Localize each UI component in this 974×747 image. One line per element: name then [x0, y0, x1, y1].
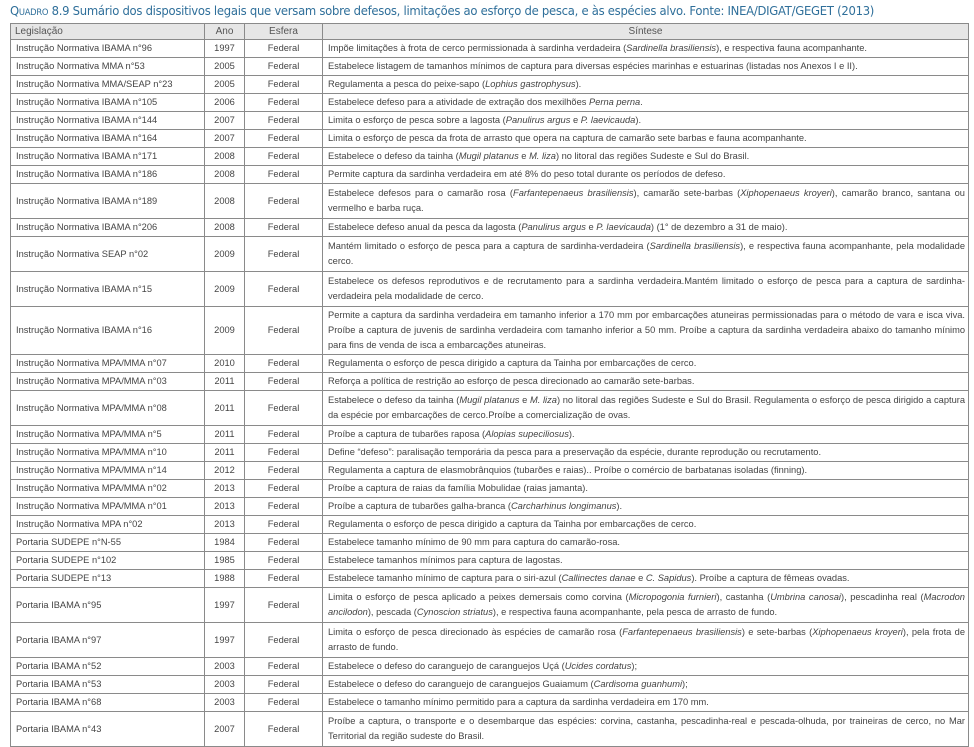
- cell-esfera: Federal: [245, 112, 323, 130]
- species-name: M. liza: [529, 395, 557, 405]
- table-row: [11, 237, 969, 272]
- cell-sintese: [323, 112, 969, 130]
- sintese-text: );: [631, 661, 638, 671]
- cell-legislacao: Instrução Normativa MPA/MMA n°02: [11, 480, 205, 498]
- sintese-text: Limita o esforço de pesca aplicado a peixes demersais como corvina (: [328, 592, 629, 602]
- cell-sintese: [323, 355, 969, 373]
- table-row: [11, 76, 969, 94]
- cell-legislacao: Instrução Normativa IBAMA n°15: [11, 272, 205, 307]
- sintese-text: ).: [635, 115, 642, 125]
- sintese-text: Proíbe a captura de tubarões galha-branca (: [328, 501, 511, 511]
- table-row: [11, 712, 969, 747]
- cell-esfera: Federal: [245, 148, 323, 166]
- table-row: [11, 355, 969, 373]
- species-name: Panulirus argus: [505, 115, 571, 125]
- caption-text: Sumário dos dispositivos legais que versam sobre defesos, limitações ao esforço de pesca, e às espécies alvo. Fonte: INEA/DIGAT/GEGET (2013): [69, 3, 875, 18]
- table-row: [11, 570, 969, 588]
- table-row: [11, 219, 969, 237]
- sintese-text: Proíbe a captura, o transporte e o desembarque das espécies: corvina, castanha, pescadinha-real e pescada-olhuda, por traineiras de cerco, no Mar Territorial da região sudeste do Brasil.: [328, 716, 965, 741]
- cell-legislacao: Instrução Normativa MPA n°02: [11, 516, 205, 534]
- cell-sintese: [323, 272, 969, 307]
- cell-sintese: [323, 184, 969, 219]
- sintese-text: Regulamenta a pesca do peixe-sapo (: [328, 79, 486, 89]
- cell-esfera: Federal: [245, 130, 323, 148]
- cell-esfera: Federal: [245, 676, 323, 694]
- cell-esfera: Federal: [245, 462, 323, 480]
- cell-esfera: Federal: [245, 355, 323, 373]
- cell-sintese: [323, 444, 969, 462]
- cell-ano: 2007: [205, 712, 245, 747]
- cell-legislacao: Instrução Normativa MPA/MMA n°03: [11, 373, 205, 391]
- cell-ano: 2011: [205, 391, 245, 426]
- cell-ano: 2008: [205, 219, 245, 237]
- table-row: [11, 658, 969, 676]
- cell-ano: 1997: [205, 623, 245, 658]
- cell-esfera: Federal: [245, 552, 323, 570]
- sintese-text: ).: [616, 501, 623, 511]
- table-row: [11, 148, 969, 166]
- cell-esfera: Federal: [245, 588, 323, 623]
- species-name: Farfantepenaeus brasiliensis: [513, 188, 634, 198]
- cell-legislacao: Instrução Normativa IBAMA n°206: [11, 219, 205, 237]
- table-row: [11, 694, 969, 712]
- cell-esfera: Federal: [245, 219, 323, 237]
- cell-esfera: Federal: [245, 58, 323, 76]
- cell-sintese: [323, 373, 969, 391]
- table-row: [11, 498, 969, 516]
- cell-ano: 1984: [205, 534, 245, 552]
- sintese-text: e: [585, 222, 597, 232]
- cell-legislacao: Instrução Normativa IBAMA n°164: [11, 130, 205, 148]
- cell-legislacao: Instrução Normativa MMA/SEAP n°23: [11, 76, 205, 94]
- species-name: Lophius gastrophysus: [485, 79, 576, 89]
- table-body: [11, 40, 969, 747]
- sintese-text: ), e respectiva fauna acompanhante, pela pesca de arrasto de fundo.: [492, 607, 778, 617]
- sintese-text: Limita o esforço de pesca direcionado às espécies de camarão rosa (: [328, 627, 623, 637]
- cell-ano: 2005: [205, 58, 245, 76]
- table-row: [11, 94, 969, 112]
- cell-legislacao: Instrução Normativa IBAMA n°96: [11, 40, 205, 58]
- cell-legislacao: Instrução Normativa IBAMA n°144: [11, 112, 205, 130]
- cell-ano: 1997: [205, 588, 245, 623]
- cell-sintese: [323, 237, 969, 272]
- cell-legislacao: Instrução Normativa MPA/MMA n°14: [11, 462, 205, 480]
- cell-ano: 2007: [205, 130, 245, 148]
- table-row: [11, 391, 969, 426]
- sintese-text: Mantém limitado o esforço de pesca para a captura de sardinha-verdadeira (: [328, 241, 650, 251]
- species-name: Cynoscion striatus: [416, 607, 493, 617]
- legislation-table: [10, 23, 969, 747]
- cell-legislacao: Portaria SUDEPE n°102: [11, 552, 205, 570]
- cell-ano: 1997: [205, 40, 245, 58]
- cell-legislacao: Instrução Normativa MPA/MMA n°10: [11, 444, 205, 462]
- cell-legislacao: Instrução Normativa MPA/MMA n°08: [11, 391, 205, 426]
- sintese-text: Limita o esforço de pesca da frota de arrasto que opera na captura de camarão sete barbas e fauna acompanhante.: [328, 133, 807, 143]
- cell-esfera: Federal: [245, 166, 323, 184]
- cell-sintese: [323, 58, 969, 76]
- sintese-text: Regulamenta o esforço de pesca dirigido a captura da Tainha por embarcações de cerco.: [328, 358, 697, 368]
- sintese-text: Regulamenta a captura de elasmobrânquios (tubarões e raias).. Proíbe o comércio de barbatanas isoladas (finning).: [328, 465, 808, 475]
- sintese-text: Regulamenta o esforço de pesca dirigido a captura da Tainha por embarcações de cerco.: [328, 519, 697, 529]
- species-name: P. laevicauda: [596, 222, 651, 232]
- cell-legislacao: Instrução Normativa MMA n°53: [11, 58, 205, 76]
- sintese-text: ), camarão sete-barbas (: [633, 188, 741, 198]
- species-name: Micropogonia furnieri: [628, 592, 717, 602]
- cell-sintese: [323, 219, 969, 237]
- cell-legislacao: Instrução Normativa IBAMA n°105: [11, 94, 205, 112]
- header-row: [11, 24, 969, 40]
- header-sintese: Síntese: [323, 24, 969, 40]
- cell-sintese: [323, 307, 969, 355]
- cell-sintese: [323, 426, 969, 444]
- sintese-text: ).: [568, 429, 575, 439]
- sintese-text: e: [635, 573, 646, 583]
- sintese-text: ), pescada (: [367, 607, 417, 617]
- cell-legislacao: Instrução Normativa MPA/MMA n°07: [11, 355, 205, 373]
- species-name: Panulirus argus: [521, 222, 586, 232]
- cell-legislacao: Portaria SUDEPE n°13: [11, 570, 205, 588]
- species-name: Perna perna: [589, 97, 641, 107]
- cell-ano: 2009: [205, 237, 245, 272]
- cell-sintese: [323, 94, 969, 112]
- cell-sintese: [323, 480, 969, 498]
- sintese-text: Estabelece defeso para a atividade de extração dos mexilhões: [328, 97, 589, 107]
- sintese-text: ).: [575, 79, 582, 89]
- cell-ano: 2005: [205, 76, 245, 94]
- sintese-text: Estabelece tamanho mínimo de 90 mm para captura do camarão-rosa.: [328, 537, 620, 547]
- sintese-text: Define “defeso”: paralisação temporária da pesca para a preservação da espécie, durante reprodução ou recrutamento.: [328, 447, 822, 457]
- cell-esfera: Federal: [245, 623, 323, 658]
- cell-sintese: [323, 462, 969, 480]
- table-row: [11, 272, 969, 307]
- cell-sintese: [323, 623, 969, 658]
- cell-sintese: [323, 588, 969, 623]
- sintese-text: ), castanha (: [716, 592, 771, 602]
- cell-ano: 2008: [205, 148, 245, 166]
- cell-esfera: Federal: [245, 658, 323, 676]
- cell-ano: 2008: [205, 166, 245, 184]
- sintese-text: Permite a captura da sardinha verdadeira em tamanho inferior a 170 mm por embarcações atuneiras permissionadas para o método de vara e isca viva. Proíbe a captura de juvenis de sardinha verdadeira com tamanho inferior a 50 mm. Proíbe a captura da sardinha verdadeira abaixo do tamanho mínimo para fins de venda de isca a embarcações atuneiras.: [328, 310, 965, 350]
- cell-legislacao: Instrução Normativa IBAMA n°189: [11, 184, 205, 219]
- cell-ano: 2006: [205, 94, 245, 112]
- sintese-text: ) no litoral das regiões Sudeste e Sul do Brasil. Regulamenta o esforço de pesca dirigido a captura da espécie por embarcações de cerco.Proíbe a comercialização de ovas.: [328, 395, 966, 420]
- cell-sintese: [323, 694, 969, 712]
- species-name: Umbrina canosai: [770, 592, 841, 602]
- sintese-text: Proíbe a captura de raias da família Mobulidae (raias jamanta).: [328, 483, 588, 493]
- species-name: Farfantepenaeus brasiliensis: [622, 627, 742, 637]
- cell-sintese: [323, 516, 969, 534]
- sintese-text: Impõe limitações à frota de cerco permissionada à sardinha verdadeira (: [328, 43, 627, 53]
- cell-ano: 2003: [205, 694, 245, 712]
- cell-ano: 1985: [205, 552, 245, 570]
- header-ano: Ano: [205, 24, 245, 40]
- cell-ano: 2012: [205, 462, 245, 480]
- cell-sintese: [323, 166, 969, 184]
- species-name: Alopias supeciliosus: [485, 429, 569, 439]
- species-name: P. laevicauda: [580, 115, 636, 125]
- species-name: Callinectes danae: [561, 573, 636, 583]
- table-row: [11, 373, 969, 391]
- table-row: [11, 40, 969, 58]
- header-legislacao: Legislação: [11, 24, 205, 40]
- species-name: Xiphopenaeus kroyeri: [812, 627, 903, 637]
- cell-esfera: Federal: [245, 391, 323, 426]
- table-row: [11, 307, 969, 355]
- cell-ano: 2007: [205, 112, 245, 130]
- cell-esfera: Federal: [245, 94, 323, 112]
- species-name: Mugil platanus: [458, 151, 519, 161]
- sintese-text: ) e sete-barbas (: [741, 627, 813, 637]
- cell-sintese: [323, 676, 969, 694]
- cell-ano: 2009: [205, 307, 245, 355]
- table-row: [11, 426, 969, 444]
- sintese-text: ) no litoral das regiões Sudeste e Sul do Brasil.: [555, 151, 750, 161]
- cell-esfera: Federal: [245, 184, 323, 219]
- cell-esfera: Federal: [245, 237, 323, 272]
- cell-esfera: Federal: [245, 498, 323, 516]
- table-row: [11, 480, 969, 498]
- cell-esfera: Federal: [245, 712, 323, 747]
- table-row: [11, 516, 969, 534]
- cell-esfera: Federal: [245, 40, 323, 58]
- species-name: Carcharhinus longimanus: [510, 501, 617, 511]
- sintese-text: );: [682, 679, 688, 689]
- table-row: [11, 462, 969, 480]
- cell-ano: 2011: [205, 373, 245, 391]
- header-esfera: Esfera: [245, 24, 323, 40]
- cell-sintese: [323, 148, 969, 166]
- cell-ano: 1988: [205, 570, 245, 588]
- sintese-text: .: [640, 97, 643, 107]
- cell-legislacao: Portaria IBAMA n°97: [11, 623, 205, 658]
- table-row: [11, 184, 969, 219]
- cell-sintese: [323, 130, 969, 148]
- cell-legislacao: Portaria IBAMA n°53: [11, 676, 205, 694]
- cell-legislacao: Instrução Normativa MPA/MMA n°5: [11, 426, 205, 444]
- sintese-text: ) (1° de dezembro a 31 de maio).: [650, 222, 788, 232]
- sintese-text: Estabelece o defeso do caranguejo de caranguejos Uçá (: [328, 661, 565, 671]
- cell-sintese: [323, 658, 969, 676]
- cell-legislacao: Instrução Normativa IBAMA n°186: [11, 166, 205, 184]
- sintese-text: Estabelece os defesos reprodutivos e de recrutamento para a sardinha verdadeira.Mantém limitado o esforço de pesca para a captura de sardinha-verdadeira pela modalidade de cerco.: [328, 276, 965, 301]
- sintese-text: e: [519, 395, 530, 405]
- sintese-text: Estabelece defeso anual da pesca da lagosta (: [328, 222, 522, 232]
- cell-ano: 2013: [205, 498, 245, 516]
- cell-ano: 2009: [205, 272, 245, 307]
- table-row: [11, 444, 969, 462]
- table-row: [11, 130, 969, 148]
- cell-legislacao: Portaria IBAMA n°43: [11, 712, 205, 747]
- sintese-text: ), pela frota de arrasto de fundo.: [328, 627, 965, 652]
- species-name: Xiphopenaeus kroyeri: [740, 188, 832, 198]
- sintese-text: Permite captura da sardinha verdadeira em até 8% do peso total durante os períodos de defeso.: [328, 169, 726, 179]
- sintese-text: Estabelece o defeso do caranguejo de caranguejos Guaiamum (: [328, 679, 594, 689]
- sintese-text: Estabelece o tamanho mínimo permitido para a captura da sardinha verdadeira em 170 mm.: [328, 697, 709, 707]
- table-row: [11, 534, 969, 552]
- sintese-text: Limita o esforço de pesca sobre a lagosta (: [328, 115, 506, 125]
- sintese-text: Estabelece listagem de tamanhos mínimos de captura para diversas espécies marinhas e estuarinas (listadas nos Anexos I e II).: [328, 61, 858, 71]
- cell-esfera: Federal: [245, 444, 323, 462]
- cell-legislacao: Instrução Normativa MPA/MMA n°01: [11, 498, 205, 516]
- cell-esfera: Federal: [245, 272, 323, 307]
- sintese-text: Proíbe a captura de tubarões raposa (: [328, 429, 486, 439]
- cell-ano: 2010: [205, 355, 245, 373]
- cell-sintese: [323, 40, 969, 58]
- sintese-text: e: [570, 115, 581, 125]
- sintese-text: ), e respectiva fauna acompanhante.: [716, 43, 868, 53]
- cell-sintese: [323, 570, 969, 588]
- species-name: Ucides cordatus: [564, 661, 632, 671]
- cell-legislacao: Instrução Normativa IBAMA n°16: [11, 307, 205, 355]
- cell-esfera: Federal: [245, 76, 323, 94]
- cell-ano: 2013: [205, 516, 245, 534]
- sintese-text: ), e respectiva fauna acompanhante, pela modalidade cerco.: [328, 241, 965, 266]
- cell-ano: 2011: [205, 426, 245, 444]
- cell-esfera: Federal: [245, 426, 323, 444]
- cell-ano: 2008: [205, 184, 245, 219]
- species-name: M. liza: [529, 151, 556, 161]
- cell-ano: 2013: [205, 480, 245, 498]
- sintese-text: e: [518, 151, 530, 161]
- species-name: Macrodon ancilodon: [328, 592, 965, 617]
- cell-esfera: Federal: [245, 570, 323, 588]
- cell-sintese: [323, 391, 969, 426]
- cell-esfera: Federal: [245, 534, 323, 552]
- cell-esfera: Federal: [245, 480, 323, 498]
- cell-sintese: [323, 552, 969, 570]
- cell-legislacao: Instrução Normativa IBAMA n°171: [11, 148, 205, 166]
- species-name: Sardinella brasiliensis: [626, 43, 717, 53]
- cell-ano: 2011: [205, 444, 245, 462]
- cell-legislacao: Portaria IBAMA n°68: [11, 694, 205, 712]
- table-row: [11, 166, 969, 184]
- species-name: C. Sapidus: [645, 573, 692, 583]
- cell-ano: 2003: [205, 676, 245, 694]
- cell-sintese: [323, 76, 969, 94]
- sintese-text: Estabelece tamanho mínimo de captura para o siri-azul (: [328, 573, 562, 583]
- sintese-text: ), pescadinha real (: [840, 592, 924, 602]
- sintese-text: Reforça a política de restrição ao esforço de pesca direcionado ao camarão sete-barbas.: [328, 376, 695, 386]
- cell-esfera: Federal: [245, 694, 323, 712]
- species-name: Mugil platanus: [459, 395, 520, 405]
- cell-esfera: Federal: [245, 307, 323, 355]
- cell-sintese: [323, 712, 969, 747]
- cell-sintese: [323, 498, 969, 516]
- species-name: Cardisoma guanhumi: [593, 679, 683, 689]
- caption-label: Quadro 8.9: [10, 3, 70, 18]
- cell-legislacao: Portaria IBAMA n°52: [11, 658, 205, 676]
- cell-ano: 2003: [205, 658, 245, 676]
- table-row: [11, 676, 969, 694]
- cell-esfera: Federal: [245, 516, 323, 534]
- cell-esfera: Federal: [245, 373, 323, 391]
- table-row: [11, 588, 969, 623]
- cell-legislacao: Portaria IBAMA n°95: [11, 588, 205, 623]
- species-name: Sardinella brasiliensis: [649, 241, 741, 251]
- table-row: [11, 58, 969, 76]
- sintese-text: ). Proíbe a captura de fêmeas ovadas.: [691, 573, 850, 583]
- cell-sintese: [323, 534, 969, 552]
- table-row: [11, 552, 969, 570]
- cell-legislacao: Instrução Normativa SEAP n°02: [11, 237, 205, 272]
- sintese-text: ), camarão branco, santana ou vermelho e barba ruça.: [328, 188, 965, 213]
- table-row: [11, 112, 969, 130]
- sintese-text: Estabelece defesos para o camarão rosa (: [328, 188, 514, 198]
- table-row: [11, 623, 969, 658]
- cell-legislacao: Portaria SUDEPE n°N-55: [11, 534, 205, 552]
- table-caption: [10, 3, 874, 18]
- sintese-text: Estabelece o defeso da tainha (: [328, 395, 460, 405]
- sintese-text: Estabelece o defeso da tainha (: [328, 151, 459, 161]
- sintese-text: Estabelece tamanhos mínimos para captura de lagostas.: [328, 555, 563, 565]
